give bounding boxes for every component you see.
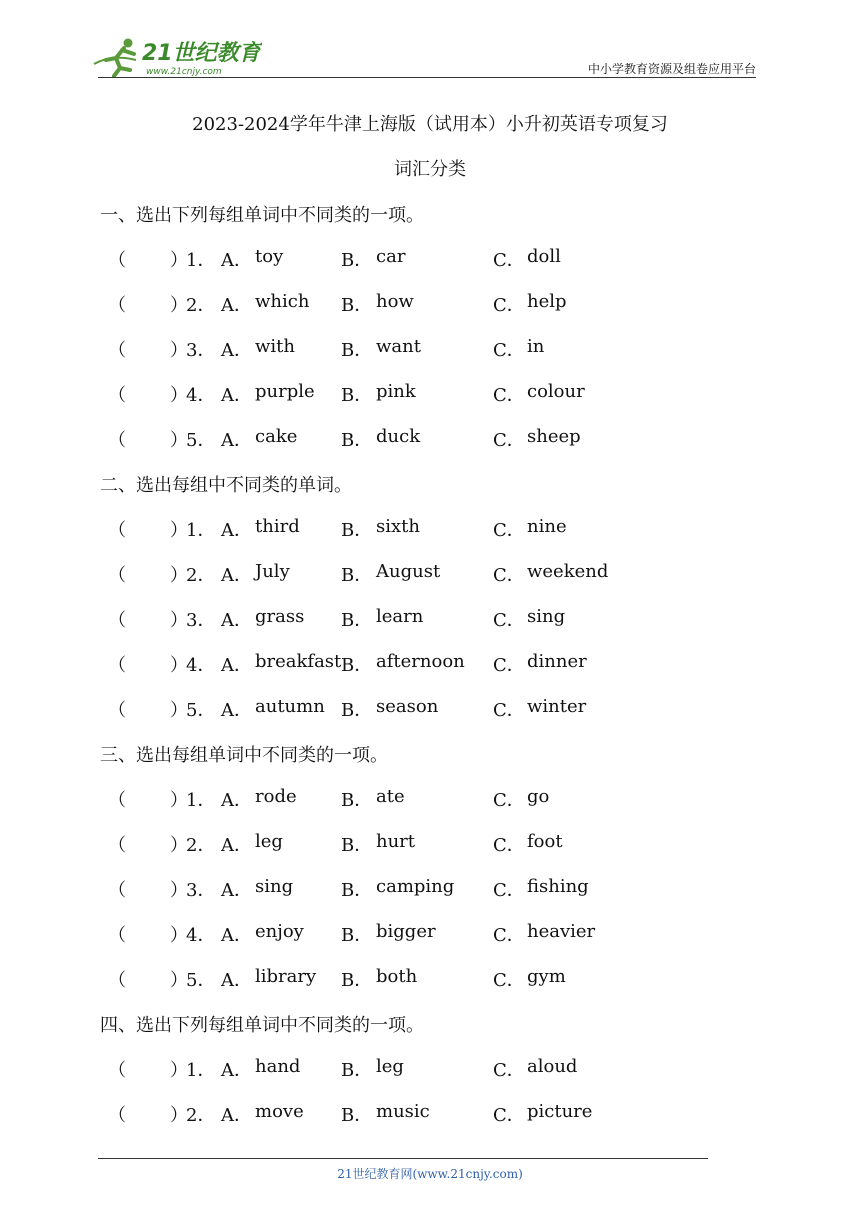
section-heading: 一、选出下列每组单词中不同类的一项。 [100, 205, 424, 226]
option-a-text: enjoy [255, 921, 304, 942]
option-b-text: hurt [376, 831, 416, 852]
question-row [0, 291, 860, 317]
option-a-text: July [255, 561, 290, 582]
option-a-text: autumn [255, 696, 325, 717]
option-c-text: nine [527, 516, 567, 537]
answer-bracket-open[interactable]: （ [108, 340, 126, 361]
question-number: 5． [186, 970, 216, 991]
option-b-label: B． [341, 790, 373, 811]
option-c-label: C． [493, 925, 525, 946]
option-c-text: aloud [527, 1056, 578, 1077]
answer-bracket-close: ） [170, 1060, 188, 1081]
option-b-label: B． [341, 295, 373, 316]
option-b-text: duck [376, 426, 421, 447]
option-a-text: move [255, 1101, 304, 1122]
option-c-text: doll [527, 246, 561, 267]
option-a-label: A． [221, 970, 252, 991]
section-heading: 二、选出每组中不同类的单词。 [100, 475, 352, 496]
answer-bracket-close: ） [170, 880, 188, 901]
option-a-label: A． [221, 430, 252, 451]
answer-bracket-open[interactable]: （ [108, 790, 126, 811]
option-a-text: sing [255, 876, 294, 897]
option-b-label: B． [341, 430, 373, 451]
answer-bracket-close: ） [170, 610, 188, 631]
option-a-label: A． [221, 385, 252, 406]
answer-bracket-close: ） [170, 385, 188, 406]
option-a-label: A． [221, 925, 252, 946]
option-c-text: help [527, 291, 567, 312]
option-c-text: heavier [527, 921, 596, 942]
option-c-text: in [527, 336, 545, 357]
option-b-label: B． [341, 610, 373, 631]
option-c-label: C． [493, 565, 525, 586]
option-a-label: A． [221, 520, 252, 541]
option-c-label: C． [493, 1105, 525, 1126]
option-c-text: gym [527, 966, 566, 987]
answer-bracket-close: ） [170, 1105, 188, 1126]
option-c-text: sheep [527, 426, 581, 447]
question-row [0, 1101, 860, 1127]
option-a-text: leg [255, 831, 283, 852]
option-b-label: B． [341, 700, 373, 721]
option-c-text: winter [527, 696, 587, 717]
option-c-label: C． [493, 1060, 525, 1081]
option-b-text: August [376, 561, 441, 582]
question-row [0, 876, 860, 902]
page-title: 2023-2024学年牛津上海版（试用本）小升初英语专项复习 [192, 114, 668, 135]
option-b-text: car [376, 246, 406, 267]
question-row [0, 426, 860, 452]
option-c-label: C． [493, 790, 525, 811]
option-c-label: C． [493, 655, 525, 676]
question-number: 5． [186, 430, 216, 451]
option-a-text: grass [255, 606, 305, 627]
option-c-text: dinner [527, 651, 587, 672]
option-b-label: B． [341, 835, 373, 856]
option-c-label: C． [493, 520, 525, 541]
question-number: 1． [186, 1060, 216, 1081]
logo-text: 21世纪教育 [142, 41, 261, 66]
option-a-label: A． [221, 1105, 252, 1126]
option-c-text: fishing [527, 876, 589, 897]
question-number: 3． [186, 880, 216, 901]
option-c-label: C． [493, 880, 525, 901]
answer-bracket-close: ） [170, 700, 188, 721]
option-b-text: bigger [376, 921, 436, 942]
option-a-label: A． [221, 790, 252, 811]
question-row [0, 921, 860, 947]
answer-bracket-open[interactable]: （ [108, 385, 126, 406]
option-b-text: afternoon [376, 651, 465, 672]
option-c-text: picture [527, 1101, 593, 1122]
option-c-label: C． [493, 700, 525, 721]
header-tagline: 中小学教育资源及组卷应用平台 [587, 62, 756, 76]
answer-bracket-open[interactable]: （ [108, 925, 126, 946]
answer-bracket-open[interactable]: （ [108, 1060, 126, 1081]
question-number: 4． [186, 925, 216, 946]
option-c-label: C． [493, 295, 525, 316]
question-number: 4． [186, 655, 216, 676]
answer-bracket-open[interactable]: （ [108, 520, 126, 541]
option-a-label: A． [221, 655, 252, 676]
option-b-text: pink [376, 381, 416, 402]
logo-url: www.21cnjy.com [146, 67, 222, 77]
option-a-label: A． [221, 250, 252, 271]
header-divider [98, 77, 756, 78]
runner-icon [94, 39, 136, 77]
option-b-label: B． [341, 385, 373, 406]
option-a-label: A． [221, 610, 252, 631]
option-b-text: want [376, 336, 421, 357]
question-number: 3． [186, 340, 216, 361]
option-c-text: go [527, 786, 550, 807]
answer-bracket-close: ） [170, 250, 188, 271]
question-number: 2． [186, 565, 216, 586]
answer-bracket-open[interactable]: （ [108, 430, 126, 451]
option-b-text: music [376, 1101, 430, 1122]
question-row [0, 786, 860, 812]
question-number: 1． [186, 520, 216, 541]
option-a-text: rode [255, 786, 297, 807]
answer-bracket-close: ） [170, 295, 188, 316]
answer-bracket-close: ） [170, 655, 188, 676]
question-row [0, 381, 860, 407]
question-number: 3． [186, 610, 216, 631]
question-row [0, 651, 860, 677]
question-row [0, 831, 860, 857]
option-a-label: A． [221, 700, 252, 721]
answer-bracket-open[interactable]: （ [108, 250, 126, 271]
answer-bracket-open[interactable]: （ [108, 565, 126, 586]
page-header [0, 0, 860, 80]
option-a-label: A． [221, 835, 252, 856]
option-b-text: sixth [376, 516, 420, 537]
option-b-text: learn [376, 606, 424, 627]
option-a-text: toy [255, 246, 284, 267]
question-row [0, 966, 860, 992]
option-c-text: foot [527, 831, 563, 852]
question-row [0, 246, 860, 272]
option-a-text: purple [255, 381, 315, 402]
question-row [0, 336, 860, 362]
option-b-label: B． [341, 1105, 373, 1126]
question-row [0, 606, 860, 632]
page-subtitle: 词汇分类 [394, 159, 466, 180]
question-number: 5． [186, 700, 216, 721]
logo [92, 34, 262, 78]
answer-bracket-open[interactable]: （ [108, 700, 126, 721]
answer-bracket-close: ） [170, 925, 188, 946]
answer-bracket-close: ） [170, 430, 188, 451]
option-a-text: with [255, 336, 295, 357]
section-heading: 三、选出每组单词中不同类的一项。 [100, 745, 388, 766]
option-b-label: B． [341, 1060, 373, 1081]
question-row [0, 696, 860, 722]
option-b-label: B． [341, 340, 373, 361]
answer-bracket-close: ） [170, 340, 188, 361]
answer-bracket-close: ） [170, 565, 188, 586]
option-c-label: C． [493, 970, 525, 991]
option-c-text: weekend [527, 561, 609, 582]
answer-bracket-open[interactable]: （ [108, 295, 126, 316]
option-b-text: season [376, 696, 439, 717]
option-a-text: third [255, 516, 300, 537]
option-a-text: hand [255, 1056, 301, 1077]
option-b-label: B． [341, 520, 373, 541]
option-a-label: A． [221, 565, 252, 586]
answer-bracket-close: ） [170, 520, 188, 541]
answer-bracket-open[interactable]: （ [108, 970, 126, 991]
question-number: 1． [186, 250, 216, 271]
footer-text: 21世纪教育网(www.21cnjy.com) [337, 1167, 523, 1181]
answer-bracket-open[interactable]: （ [108, 835, 126, 856]
option-c-label: C． [493, 340, 525, 361]
option-b-text: ate [376, 786, 405, 807]
footer-divider [98, 1158, 708, 1159]
option-c-label: C． [493, 250, 525, 271]
option-b-text: camping [376, 876, 455, 897]
option-a-text: library [255, 966, 317, 987]
option-a-label: A． [221, 1060, 252, 1081]
option-c-label: C． [493, 430, 525, 451]
option-b-label: B． [341, 925, 373, 946]
option-a-label: A． [221, 295, 252, 316]
answer-bracket-close: ） [170, 835, 188, 856]
option-b-text: leg [376, 1056, 404, 1077]
option-c-label: C． [493, 835, 525, 856]
option-a-text: breakfast [255, 651, 342, 672]
option-b-label: B． [341, 655, 373, 676]
option-b-text: how [376, 291, 414, 312]
question-number: 1． [186, 790, 216, 811]
answer-bracket-open[interactable]: （ [108, 880, 126, 901]
question-row [0, 1056, 860, 1082]
question-number: 4． [186, 385, 216, 406]
option-a-label: A． [221, 880, 252, 901]
answer-bracket-close: ） [170, 970, 188, 991]
question-number: 2． [186, 1105, 216, 1126]
option-b-label: B． [341, 250, 373, 271]
option-c-label: C． [493, 385, 525, 406]
question-row [0, 516, 860, 542]
answer-bracket-open[interactable]: （ [108, 610, 126, 631]
question-row [0, 561, 860, 587]
section-heading: 四、选出下列每组单词中不同类的一项。 [100, 1015, 424, 1036]
answer-bracket-open[interactable]: （ [108, 1105, 126, 1126]
option-c-text: sing [527, 606, 566, 627]
answer-bracket-open[interactable]: （ [108, 655, 126, 676]
option-b-label: B． [341, 880, 373, 901]
option-b-label: B． [341, 970, 373, 991]
option-a-text: cake [255, 426, 298, 447]
option-a-label: A． [221, 340, 252, 361]
option-c-label: C． [493, 610, 525, 631]
question-number: 2． [186, 835, 216, 856]
answer-bracket-close: ） [170, 790, 188, 811]
question-number: 2． [186, 295, 216, 316]
option-b-text: both [376, 966, 418, 987]
option-a-text: which [255, 291, 310, 312]
option-c-text: colour [527, 381, 585, 402]
option-b-label: B． [341, 565, 373, 586]
